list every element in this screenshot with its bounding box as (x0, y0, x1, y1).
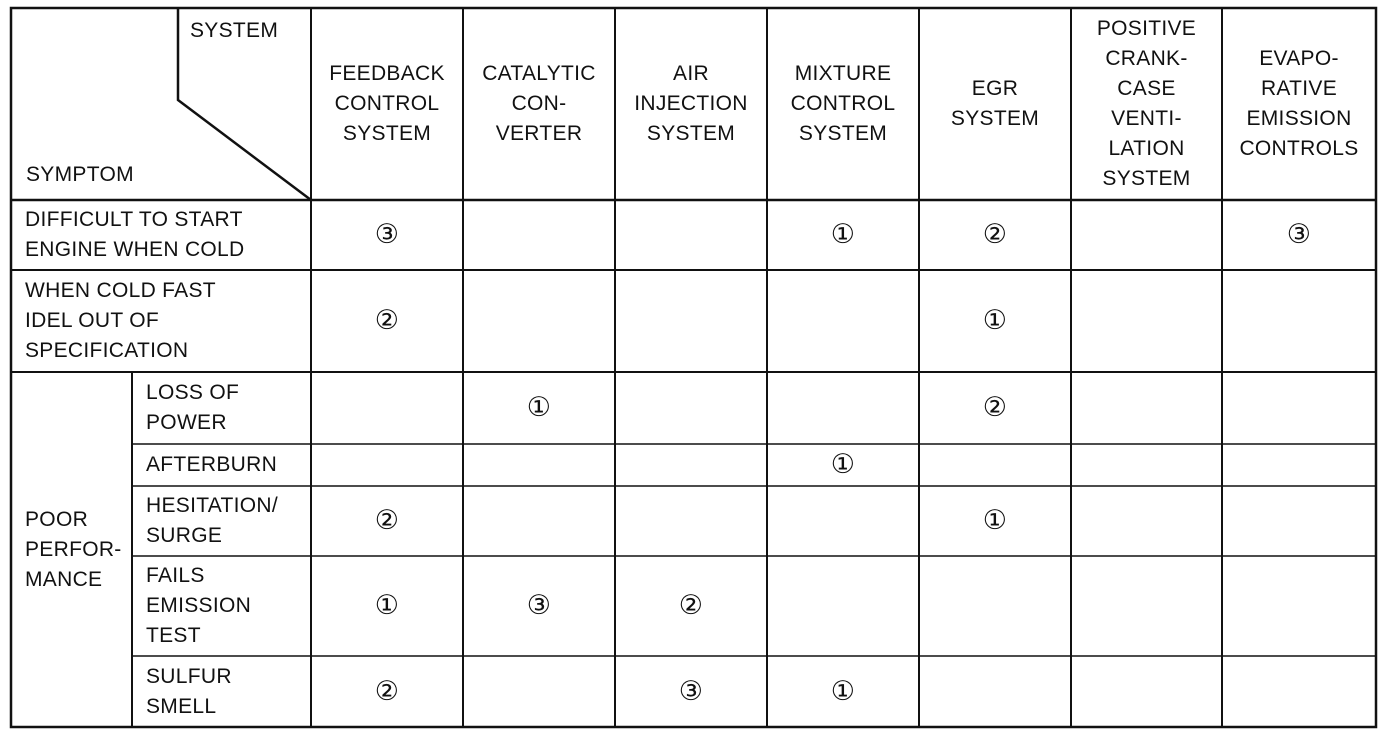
system-header-6-line: POSITIVE (1096, 17, 1197, 40)
rating-mark: ③ (526, 590, 552, 621)
system-header-6-line: CASE (1117, 77, 1176, 100)
rating-mark: ① (526, 392, 552, 423)
rating-mark: ① (374, 590, 400, 621)
rating-mark: ② (982, 392, 1008, 423)
system-header-2-line: VERTER (495, 122, 583, 145)
system-header-2-line: CATALYTIC (482, 62, 596, 85)
poor-performance-group-label-line: PERFOR- (25, 537, 122, 561)
poor-performance-group-label-line: POOR (25, 507, 89, 531)
system-header-4-line: CONTROL (790, 92, 896, 115)
rating-mark: ① (830, 675, 856, 707)
system-header-5-line: EGR (971, 77, 1019, 100)
system-header-3-line: INJECTION (634, 92, 748, 115)
rating-mark: ③ (678, 675, 704, 707)
system-header-7-line: EVAPO- (1259, 47, 1339, 70)
rating-mark: ② (982, 219, 1008, 250)
header-system-label: SYSTEM (190, 19, 279, 42)
system-header-6-line: CRANK- (1105, 47, 1188, 70)
system-header-6-line: SYSTEM (1102, 167, 1191, 190)
rating-mark: ② (374, 505, 400, 536)
symptom-row-label-line: DIFFICULT TO START (25, 208, 243, 231)
symptom-row-label-line: WHEN COLD FAST (25, 279, 216, 302)
system-header-1-line: SYSTEM (342, 122, 432, 145)
performance-symptom-label-line: EMISSION (146, 594, 252, 617)
rating-mark: ③ (1286, 219, 1312, 250)
performance-symptom-label-line: SULFUR (146, 664, 232, 688)
system-header-7-line: CONTROLS (1239, 137, 1359, 160)
performance-symptom-label-line: POWER (146, 411, 227, 434)
system-header-6-line: LATION (1108, 137, 1185, 160)
system-header-3-line: SYSTEM (646, 122, 736, 145)
rating-mark: ② (374, 675, 400, 707)
header-symptom-label: SYMPTOM (26, 163, 134, 186)
symptom-row-label-line: SPECIFICATION (25, 339, 189, 362)
performance-symptom-label-line: SMELL (146, 694, 217, 718)
rating-mark: ① (830, 449, 856, 480)
performance-symptom-label-line: LOSS OF (146, 381, 240, 404)
rating-mark: ① (982, 505, 1008, 536)
performance-symptom-label-line: FAILS (146, 564, 205, 587)
rating-mark: ① (830, 219, 856, 250)
system-header-4-line: SYSTEM (798, 122, 888, 145)
symptom-row-label-line: IDEL OUT OF (25, 309, 159, 332)
rating-mark: ② (374, 305, 400, 336)
performance-symptom-label-line: AFTERBURN (146, 453, 278, 476)
performance-symptom-label-line: TEST (146, 624, 201, 647)
performance-symptom-label-line: SURGE (146, 524, 223, 547)
system-header-6-line: VENTI- (1111, 107, 1182, 130)
system-header-2-line: CON- (511, 92, 567, 115)
system-header-7-line: EMISSION (1246, 107, 1352, 130)
system-header-1-line: CONTROL (334, 92, 440, 115)
symptom-row-label-line: ENGINE WHEN COLD (25, 238, 245, 261)
performance-symptom-label-line: HESITATION/ (146, 494, 279, 517)
system-header-7-line: RATIVE (1260, 77, 1338, 100)
system-header-3-line: AIR (673, 62, 709, 85)
system-header-4-line: MIXTURE (794, 62, 892, 85)
system-header-5-line: SYSTEM (950, 107, 1040, 130)
poor-performance-group-label-line: MANCE (25, 567, 103, 591)
system-header-1-line: FEEDBACK (329, 62, 445, 85)
rating-mark: ① (982, 305, 1008, 336)
rating-mark: ② (678, 590, 704, 621)
rating-mark: ③ (374, 219, 400, 250)
